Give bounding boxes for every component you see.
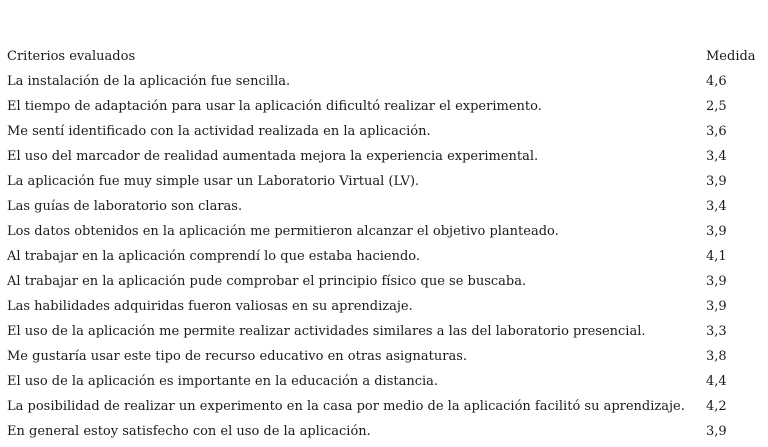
measure-cell: 3,9 — [706, 174, 727, 189]
measure-cell: 3,6 — [706, 124, 727, 139]
criteria-column-header: Criterios evaluados — [7, 49, 136, 64]
criterion-cell: El uso del marcador de realidad aumentada mejora la experiencia experimental. — [7, 149, 539, 164]
measure-column-header: Medida — [706, 49, 756, 64]
criterion-cell: La aplicación fue muy simple usar un Laboratorio Virtual (LV). — [7, 174, 420, 189]
measure-cell: 3,9 — [706, 274, 727, 289]
table-row — [7, 69, 763, 94]
criterion-cell: En general estoy satisfecho con el uso de la aplicación. — [7, 424, 371, 439]
criterion-cell: Me gustaría usar este tipo de recurso educativo en otras asignaturas. — [7, 349, 468, 364]
measure-cell: 4,1 — [706, 249, 727, 264]
table-row — [7, 94, 763, 119]
table-row — [7, 194, 763, 219]
criterion-cell: Al trabajar en la aplicación comprendí lo que estaba haciendo. — [7, 249, 421, 264]
criterion-cell: Me sentí identificado con la actividad realizada en la aplicación. — [7, 124, 431, 139]
criterion-cell: Las guías de laboratorio son claras. — [7, 199, 243, 214]
measure-cell: 3,9 — [706, 299, 727, 314]
criterion-cell: El tiempo de adaptación para usar la aplicación dificultó realizar el experimento. — [7, 99, 542, 114]
measure-cell: 4,4 — [706, 374, 727, 389]
measure-cell: 3,3 — [706, 324, 727, 339]
table-header-row — [7, 44, 763, 69]
measure-cell: 4,2 — [706, 399, 727, 414]
table-row — [7, 144, 763, 169]
criterion-cell: Al trabajar en la aplicación pude comprobar el principio físico que se buscaba. — [7, 274, 527, 289]
criteria-table — [7, 44, 763, 444]
criterion-cell: Las habilidades adquiridas fueron valiosas en su aprendizaje. — [7, 299, 413, 314]
table-row — [7, 169, 763, 194]
measure-cell: 4,6 — [706, 74, 727, 89]
table-row — [7, 319, 763, 344]
measure-cell: 3,4 — [706, 199, 727, 214]
table-row — [7, 269, 763, 294]
table-row — [7, 394, 763, 419]
measure-cell: 3,8 — [706, 349, 727, 364]
measure-cell: 2,5 — [706, 99, 727, 114]
table-row — [7, 344, 763, 369]
criterion-cell: La instalación de la aplicación fue sencilla. — [7, 74, 291, 89]
measure-cell: 3,9 — [706, 224, 727, 239]
criterion-cell: Los datos obtenidos en la aplicación me permitieron alcanzar el objetivo planteado. — [7, 224, 559, 239]
criterion-cell: El uso de la aplicación es importante en la educación a distancia. — [7, 374, 439, 389]
table-row — [7, 219, 763, 244]
table-row — [7, 244, 763, 269]
table-row — [7, 419, 763, 444]
measure-cell: 3,4 — [706, 149, 727, 164]
measure-cell: 3,9 — [706, 424, 727, 439]
table-row — [7, 294, 763, 319]
table-row — [7, 119, 763, 144]
criterion-cell: El uso de la aplicación me permite realizar actividades similares a las del laboratorio presencial. — [7, 324, 646, 339]
criterion-cell: La posibilidad de realizar un experimento en la casa por medio de la aplicación facilitó su aprendizaje. — [7, 399, 685, 414]
table-row — [7, 369, 763, 394]
